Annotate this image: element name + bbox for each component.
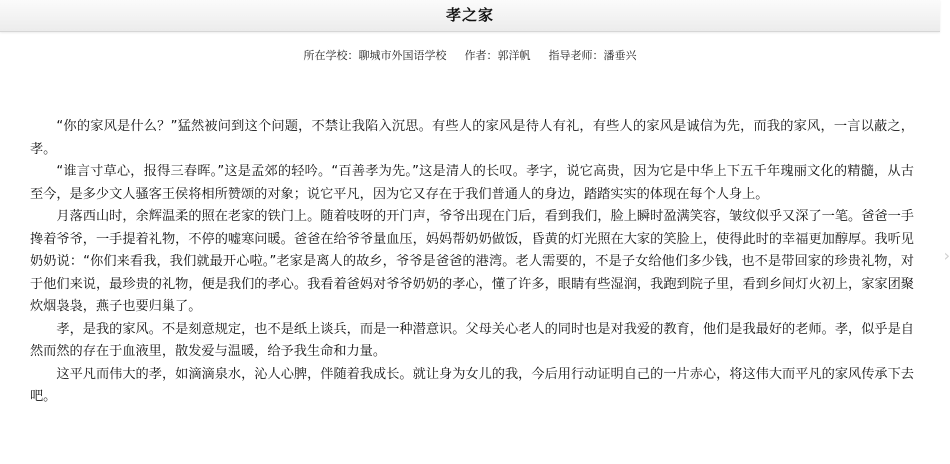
paragraph: “谁言寸草心，报得三春晖。”这是孟郊的轻吟。“百善孝为先。”这是清人的长叹。孝字，说它高贵，因为它是中华上下五千年瑰丽文化的精髓，从古至今，是多少文人骚客王侯将相所赞颂的对象；说它平凡，因为它又存在于我们普通人的身边，踏踏实实的体现在每个人身上。 (30, 164, 914, 202)
school-label: 所在学校： (303, 49, 359, 62)
paragraph: 月落西山时，余辉温柔的照在老家的铁门上。随着吱呀的开门声，爷爷出现在门后，看到我们，脸上瞬时盈满笑容，皱纹似乎又深了一笔。爸爸一手搀着爷爷，一手提着礼物，不停的嘘寒问暖。爸爸在给爷爷量血压，妈妈帮奶奶做饭，昏黄的灯光照在大家的笑脸上，使得此时的幸福更加醇厚。我听见奶奶说：“你们来看我，我们就最开心啦。”老家是离人的故乡，爷爷是爸爸的港湾。老人需要的，不是子女给他们多少钱，也不是带回家的珍贵礼物，对于他们来说，最珍贵的礼物，便是我们的孝心。我看着爸妈对爷爷奶奶的孝心，懂了许多，眼睛有些湿润，我跑到院子里，看到乡间灯火初上，家家团聚炊烟袅袅，燕子也要归巢了。 (30, 209, 914, 314)
article-body (30, 116, 914, 409)
teacher-name: 潘垂兴 (603, 49, 637, 62)
article-meta (0, 48, 940, 64)
page-turn-arrow-icon[interactable]: › (943, 246, 950, 265)
paragraph: “你的家风是什么？”猛然被问到这个问题，不禁让我陷入沉思。有些人的家风是待人有礼，有些人的家风是诚信为先，而我的家风，一言以蔽之，孝。 (30, 119, 914, 157)
paragraph: 这平凡而伟大的孝，如滴滴泉水，沁人心脾，伴随着我成长。就让身为女儿的我，今后用行动证明自己的一片赤心，将这伟大而平凡的家风传承下去吧。 (30, 366, 914, 404)
author-name: 郭洋帆 (497, 49, 531, 62)
title-bar (0, 0, 940, 32)
author-label: 作者： (464, 49, 498, 62)
teacher-label: 指导老师： (548, 49, 604, 62)
paragraph: 孝，是我的家风。不是刻意规定，也不是纸上谈兵，而是一种潜意识。父母关心老人的同时也是对我爱的教育，他们是我最好的老师。孝，似乎是自然而然的存在于血液里，散发爱与温暖，给予我生命和力量。 (30, 321, 914, 359)
school-name: 聊城市外国语学校 (358, 49, 447, 62)
page-title: 孝之家 (445, 6, 494, 24)
